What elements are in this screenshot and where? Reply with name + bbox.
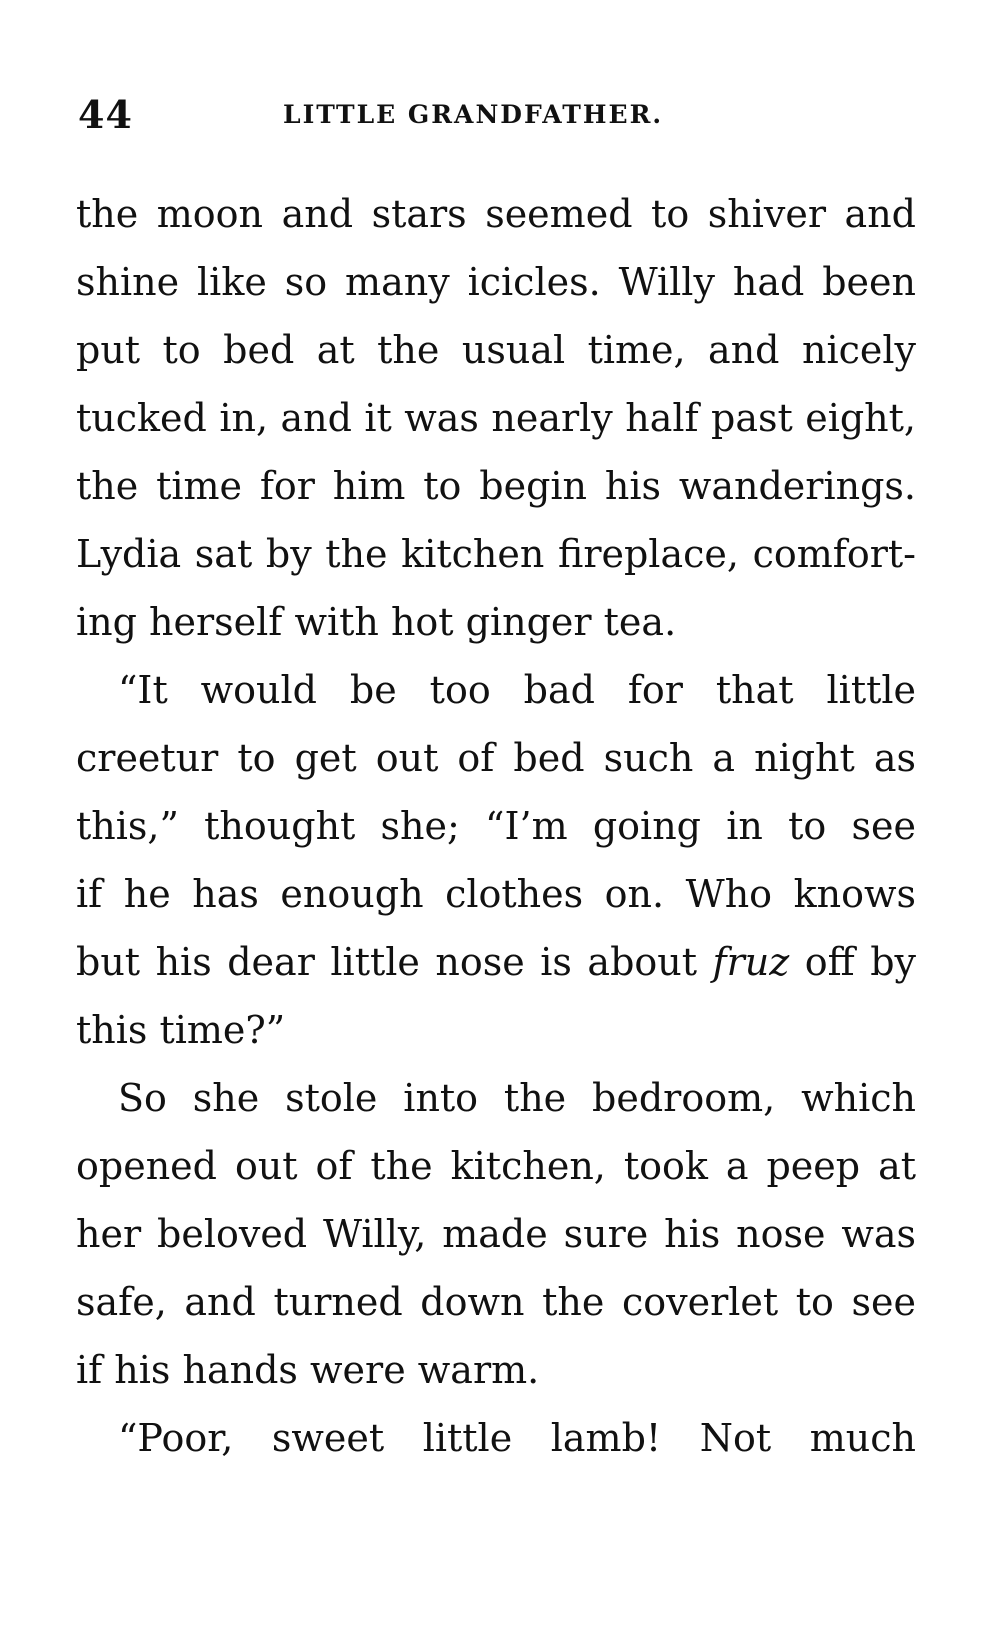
text-line: this time?” [76,1008,286,1052]
page-number: 44 [78,92,133,137]
text-line: the time for him to begin his wanderings. [76,464,916,508]
text-segment: but his dear little nose is about [76,940,713,984]
page-header [78,92,917,142]
running-head: LITTLE GRANDFATHER. [283,100,664,129]
paragraph [76,656,916,1064]
body-text [76,180,916,1472]
text-line: safe, and turned down the coverlet to see [76,1280,916,1324]
text-line: opened out of the kitchen, took a peep at [76,1144,916,1188]
text-line: “Poor, sweet little lamb! Not much [118,1416,916,1460]
text-line: shine like so many icicles. Willy had been [76,260,916,304]
paragraph [76,1064,916,1404]
text-line: Lydia sat by the kitchen fireplace, comfort- [76,532,916,576]
text-line: put to bed at the usual time, and nicely [76,328,916,372]
paragraph [76,1404,916,1472]
text-line: her beloved Willy, made sure his nose was [76,1212,916,1256]
text-line: “It would be too bad for that little [118,668,916,712]
text-line [76,928,916,996]
text-line: if his hands were warm. [76,1348,540,1392]
text-line: creetur to get out of bed such a night as [76,736,916,780]
text-segment: off by [789,940,916,984]
text-line: tucked in, and it was nearly half past eight, [76,396,916,440]
italic-word: fruz [712,940,790,984]
text-line: So she stole into the bedroom, which [118,1076,916,1120]
text-line: ing herself with hot ginger tea. [76,600,677,644]
text-line: if he has enough clothes on. Who knows [76,872,916,916]
text-line: the moon and stars seemed to shiver and [76,192,916,236]
text-line: this,” thought she; “I’m going in to see [76,804,916,848]
paragraph [76,180,916,656]
